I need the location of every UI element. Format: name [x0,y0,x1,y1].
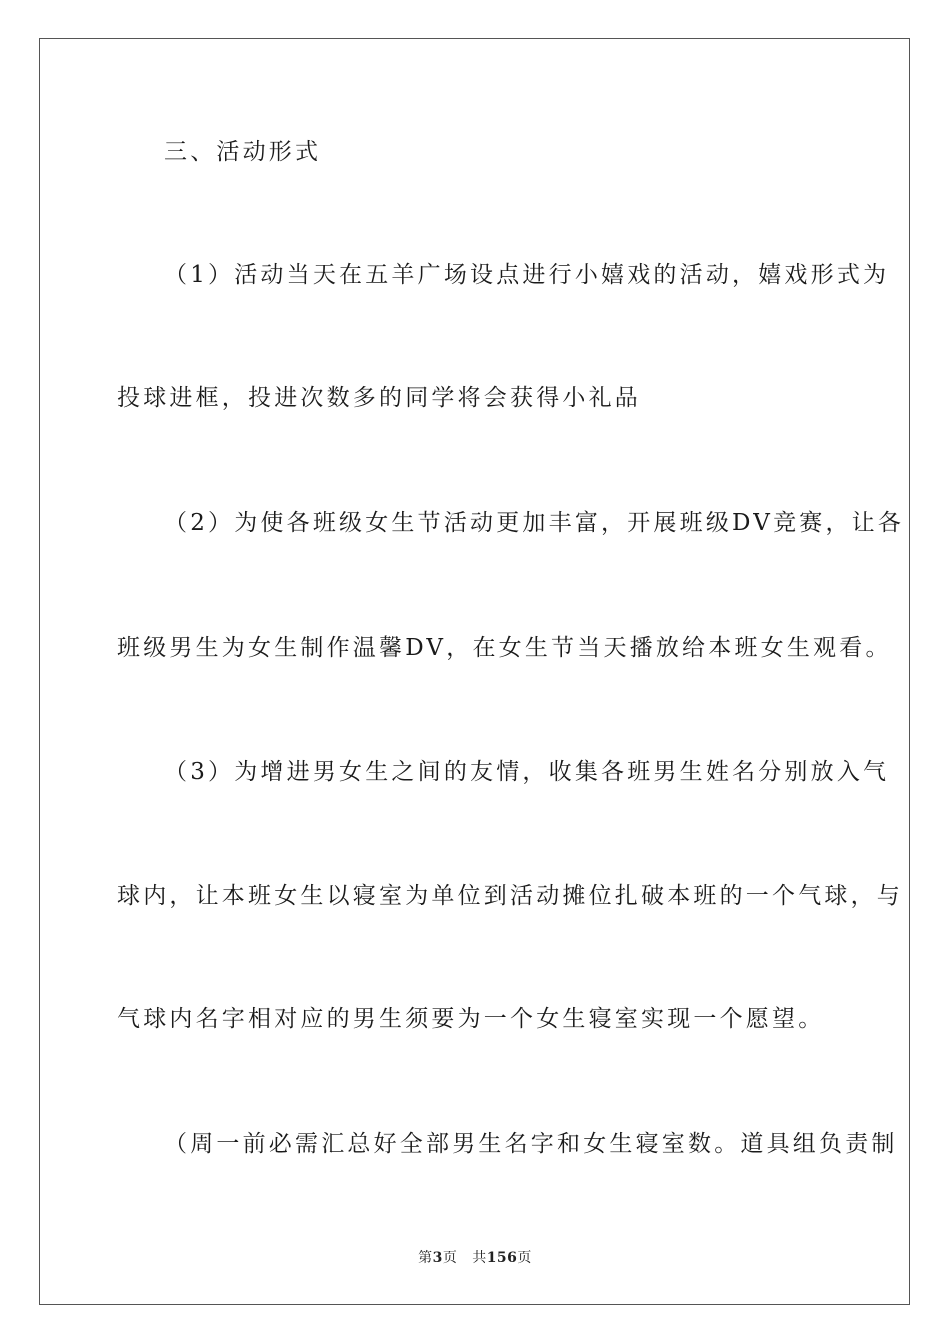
paragraph-3-line-3: 气球内名字相对应的男生须要为一个女生寝室实现一个愿望。 [117,1006,825,1032]
paragraph-1-line-2: 投球进框，投进次数多的同学将会获得小礼品 [117,385,641,411]
section-heading: 三、活动形式 [164,139,322,165]
paragraph-2-line-2: 班级男生为女生制作温馨DV，在女生节当天播放给本班女生观看。 [117,635,892,661]
page-footer [0,1247,950,1267]
paragraph-3-line-1: （3）为增进男女生之间的友情，收集各班男生姓名分别放入气 [164,759,890,785]
paragraph-1-line-1: （1）活动当天在五羊广场设点进行小嬉戏的活动，嬉戏形式为 [164,262,890,288]
paragraph-4-line-1: （周一前必需汇总好全部男生名字和女生寝室数。道具组负责制 [164,1131,898,1157]
paragraph-2-line-1: （2）为使各班级女生节活动更加丰富，开展班级DV竞赛，让各 [164,510,905,536]
page-border [39,38,910,1305]
footer-page-suffix: 页 [442,1250,458,1266]
footer-page-prefix: 第 [418,1250,433,1266]
footer-page-number: 3 [432,1250,443,1266]
footer-total-prefix: 共 [472,1250,487,1266]
footer-total-suffix: 页 [517,1250,532,1266]
footer-total-pages: 156 [486,1250,518,1266]
paragraph-3-line-2: 球内，让本班女生以寝室为单位到活动摊位扎破本班的一个气球，与 [117,883,903,909]
